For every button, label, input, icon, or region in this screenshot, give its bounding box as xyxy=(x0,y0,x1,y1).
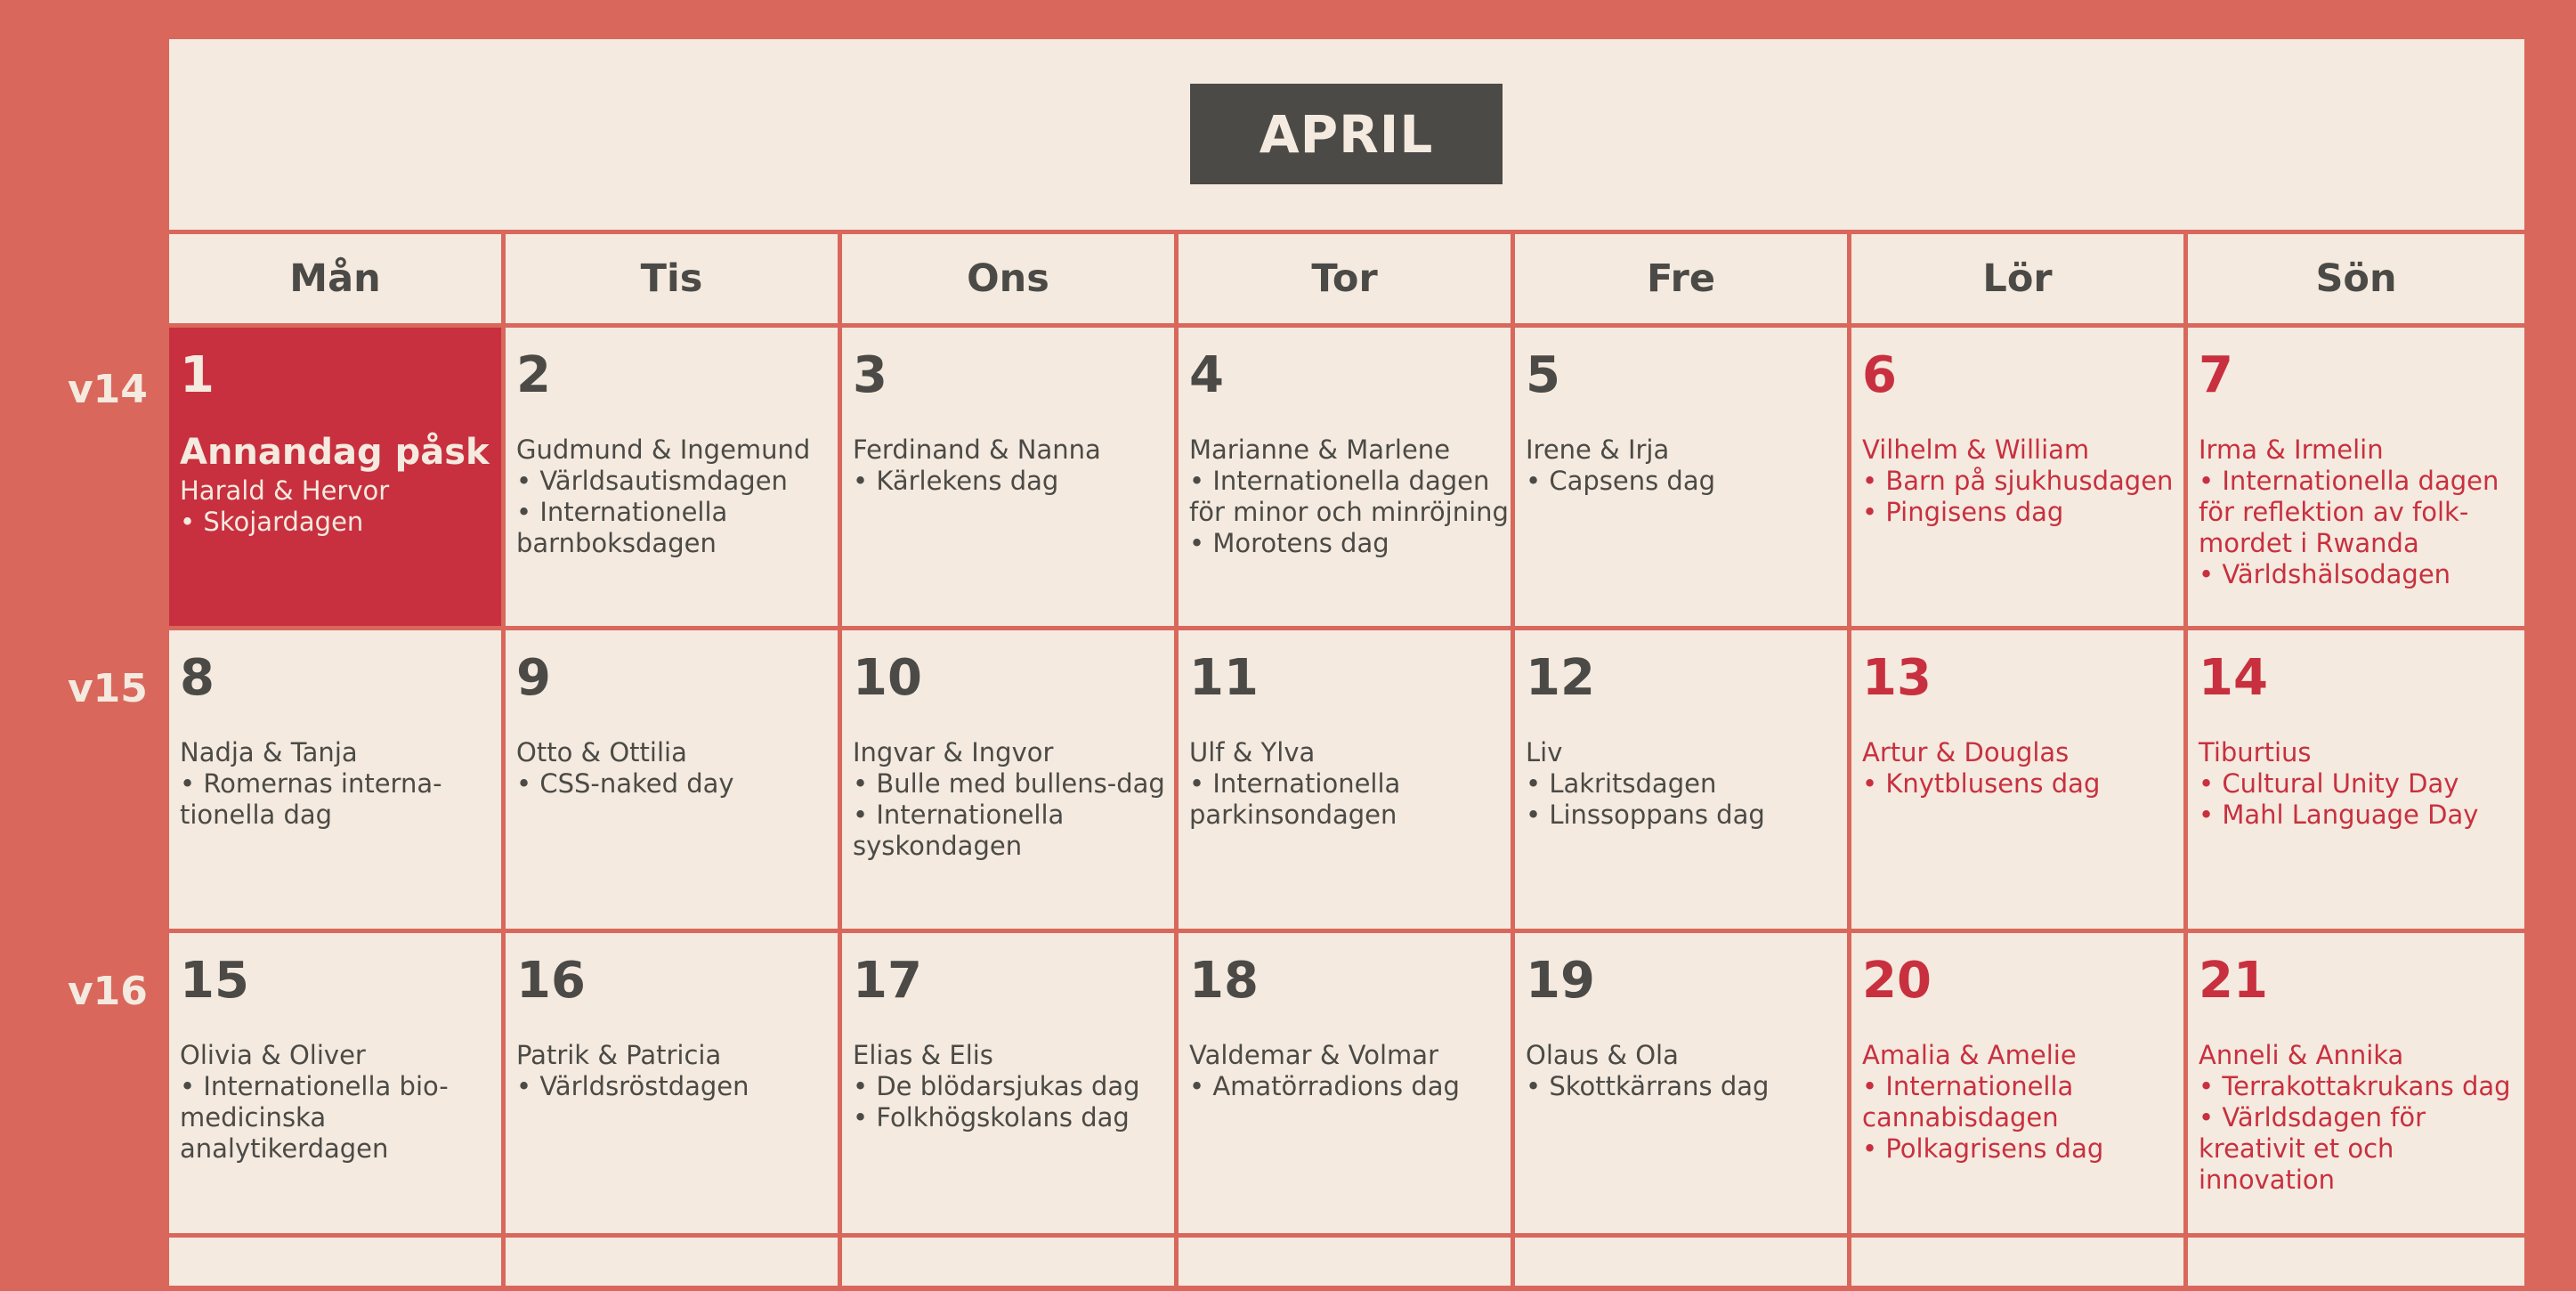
name-day: Otto & Ottilia xyxy=(516,737,687,767)
event-list xyxy=(853,768,1174,862)
name-day: Valdemar & Volmar xyxy=(1189,1040,1438,1070)
weekday-header-6: Lör xyxy=(1851,230,2188,328)
day-number: 6 xyxy=(1862,346,1897,404)
event-list xyxy=(1526,768,1847,831)
day-cell[interactable] xyxy=(2188,933,2524,1238)
day-cell[interactable] xyxy=(169,933,506,1238)
name-day: Gudmund & Ingemund xyxy=(516,434,811,465)
month-header xyxy=(169,39,2524,230)
week-number-label: v14 xyxy=(68,367,148,412)
event-list xyxy=(853,1071,1174,1133)
name-day: Elias & Elis xyxy=(853,1040,993,1070)
weekday-header-4: Tor xyxy=(1179,230,1515,328)
event-list xyxy=(1526,1071,1847,1102)
day-cell[interactable] xyxy=(169,328,506,630)
name-day: Marianne & Marlene xyxy=(1189,434,1451,465)
day-cell[interactable] xyxy=(506,933,842,1238)
day-cell[interactable] xyxy=(169,630,506,933)
day-cell[interactable] xyxy=(2188,328,2524,630)
event-item: • Världshälsodagen xyxy=(2199,559,2524,590)
event-item: • Mahl Language Day xyxy=(2199,800,2524,831)
day-number: 17 xyxy=(853,952,922,1010)
event-item: • Morotens dag xyxy=(1189,528,1511,559)
event-list xyxy=(1189,466,1511,559)
day-cell[interactable] xyxy=(842,630,1179,933)
weekday-header-3: Ons xyxy=(842,230,1179,328)
event-list xyxy=(2199,768,2524,831)
day-number: 8 xyxy=(180,649,215,707)
name-day: Harald & Hervor xyxy=(180,475,390,506)
day-number: 15 xyxy=(180,952,249,1010)
name-day: Olaus & Ola xyxy=(1526,1040,1679,1070)
day-number: 11 xyxy=(1189,649,1259,707)
day-cell[interactable] xyxy=(1515,328,1851,630)
day-cell[interactable] xyxy=(1179,328,1515,630)
day-cell[interactable] xyxy=(506,328,842,630)
day-cell[interactable] xyxy=(1179,933,1515,1238)
week-number-label: v16 xyxy=(68,969,148,1014)
event-item: • Linssoppans dag xyxy=(1526,800,1847,831)
day-number: 12 xyxy=(1526,649,1595,707)
day-cell[interactable] xyxy=(1851,328,2188,630)
day-cell[interactable] xyxy=(2188,630,2524,933)
event-item: • Internationella parkinsondagen xyxy=(1189,768,1511,831)
day-number: 3 xyxy=(853,346,887,404)
event-item: • Lakritsdagen xyxy=(1526,768,1847,800)
event-list xyxy=(1189,768,1511,831)
event-item: • Världsautismdagen xyxy=(516,466,838,497)
name-day: Patrik & Patricia xyxy=(516,1040,722,1070)
name-day: Ferdinand & Nanna xyxy=(853,434,1101,465)
day-number: 21 xyxy=(2199,952,2268,1010)
day-cell[interactable] xyxy=(842,933,1179,1238)
day-number: 9 xyxy=(516,649,551,707)
name-day: Nadja & Tanja xyxy=(180,737,358,767)
event-item: • Romernas interna-tionella dag xyxy=(180,768,501,831)
event-list xyxy=(1862,466,2183,528)
event-list xyxy=(516,466,838,559)
name-day: Artur & Douglas xyxy=(1862,737,2070,767)
event-list xyxy=(2199,1071,2524,1196)
name-day: Liv xyxy=(1526,737,1563,767)
weekday-header-2: Tis xyxy=(506,230,842,328)
day-cell-partial xyxy=(1179,1238,1515,1291)
event-item: • Världsröstdagen xyxy=(516,1071,838,1102)
day-cell[interactable] xyxy=(1515,630,1851,933)
day-cell-partial xyxy=(506,1238,842,1291)
event-item: • Internationella dagen för reflektion av folk-mordet i Rwanda xyxy=(2199,466,2524,559)
day-number: 20 xyxy=(1862,952,1932,1010)
day-number: 2 xyxy=(516,346,551,404)
event-item: • Folkhögskolans dag xyxy=(853,1102,1174,1133)
day-number: 4 xyxy=(1189,346,1224,404)
event-item: • Skojardagen xyxy=(180,507,501,538)
event-item: • Pingisens dag xyxy=(1862,497,2183,528)
name-day: Ulf & Ylva xyxy=(1189,737,1316,767)
event-list xyxy=(1862,1071,2183,1165)
event-item: • Världsdagen för kreativit et och innovation xyxy=(2199,1102,2524,1196)
day-number: 16 xyxy=(516,952,586,1010)
day-cell-partial xyxy=(1515,1238,1851,1291)
name-day: Olivia & Oliver xyxy=(180,1040,366,1070)
day-number: 18 xyxy=(1189,952,1259,1010)
event-item: • Kärlekens dag xyxy=(853,466,1174,497)
event-item: • Cultural Unity Day xyxy=(2199,768,2524,800)
day-cell-partial xyxy=(842,1238,1179,1291)
event-list xyxy=(516,768,838,800)
day-cell-partial xyxy=(169,1238,506,1291)
day-cell-partial xyxy=(2188,1238,2524,1291)
name-day: Vilhelm & William xyxy=(1862,434,2090,465)
week-number-label: v15 xyxy=(68,666,148,711)
weekday-header-1: Mån xyxy=(169,230,506,328)
event-item: • Internationella bio-medicinska analytikerdagen xyxy=(180,1071,501,1165)
event-list xyxy=(180,507,501,538)
day-number: 13 xyxy=(1862,649,1932,707)
day-number: 10 xyxy=(853,649,922,707)
event-item: • Amatörradions dag xyxy=(1189,1071,1511,1102)
day-number: 7 xyxy=(2199,346,2233,404)
event-list xyxy=(1862,768,2183,800)
day-number: 19 xyxy=(1526,952,1595,1010)
name-day: Irene & Irja xyxy=(1526,434,1670,465)
event-item: • Bulle med bullens-dag xyxy=(853,768,1174,800)
holiday-name: Annandag påsk xyxy=(180,432,490,473)
day-cell[interactable] xyxy=(1851,630,2188,933)
day-cell[interactable] xyxy=(1515,933,1851,1238)
event-item: • De blödarsjukas dag xyxy=(853,1071,1174,1102)
event-list xyxy=(853,466,1174,497)
event-item: • CSS-naked day xyxy=(516,768,838,800)
event-item: • Internationella barnboksdagen xyxy=(516,497,838,559)
day-number: 14 xyxy=(2199,649,2268,707)
event-item: • Barn på sjukhusdagen xyxy=(1862,466,2183,497)
event-list xyxy=(2199,466,2524,590)
event-item: • Knytblusens dag xyxy=(1862,768,2183,800)
event-item: • Internationella dagen för minor och minröjning xyxy=(1189,466,1511,528)
event-item: • Terrakottakrukans dag xyxy=(2199,1071,2524,1102)
event-list xyxy=(1526,466,1847,497)
event-list xyxy=(1189,1071,1511,1102)
event-item: • Capsens dag xyxy=(1526,466,1847,497)
event-item: • Skottkärrans dag xyxy=(1526,1071,1847,1102)
weekday-header-7: Sön xyxy=(2188,230,2524,328)
calendar-grid xyxy=(169,230,2524,1291)
month-title: APRIL xyxy=(1190,84,1503,184)
name-day: Irma & Irmelin xyxy=(2199,434,2384,465)
day-cell[interactable] xyxy=(1851,933,2188,1238)
event-list xyxy=(180,1071,501,1165)
name-day: Ingvar & Ingvor xyxy=(853,737,1054,767)
event-item: • Internationella syskondagen xyxy=(853,800,1174,862)
event-list xyxy=(180,768,501,831)
day-cell-partial xyxy=(1851,1238,2188,1291)
day-number: 1 xyxy=(180,346,215,404)
day-number: 5 xyxy=(1526,346,1560,404)
day-cell[interactable] xyxy=(1179,630,1515,933)
weekday-header-5: Fre xyxy=(1515,230,1851,328)
event-list xyxy=(516,1071,838,1102)
name-day: Tiburtius xyxy=(2199,737,2312,767)
day-cell[interactable] xyxy=(842,328,1179,630)
event-item: • Internationella cannabisdagen xyxy=(1862,1071,2183,1133)
name-day: Anneli & Annika xyxy=(2199,1040,2404,1070)
day-cell[interactable] xyxy=(506,630,842,933)
event-item: • Polkagrisens dag xyxy=(1862,1133,2183,1165)
name-day: Amalia & Amelie xyxy=(1862,1040,2077,1070)
